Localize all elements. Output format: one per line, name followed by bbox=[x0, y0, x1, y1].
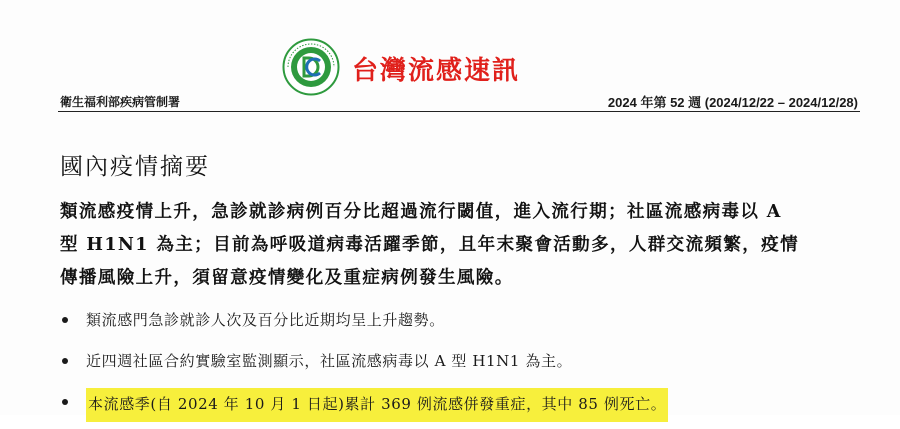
header-divider bbox=[58, 111, 860, 112]
cdc-taiwan-logo-icon bbox=[282, 38, 340, 96]
summary-line: 類流感疫情上升，急診就診病例百分比超過流行閾值，進入流行期；社區流感病毒以 A bbox=[60, 202, 782, 222]
issue-week-label: 2024 年第 52 週 (2024/12/22 – 2024/12/28) bbox=[607, 95, 858, 110]
bullet-dot-icon bbox=[62, 358, 68, 364]
bullet-item bbox=[60, 347, 860, 388]
summary-line: 傳播風險上升，須留意疫情變化及重症病例發生風險。 bbox=[60, 268, 514, 288]
bullet-item bbox=[60, 388, 860, 429]
bullet-dot-icon bbox=[62, 399, 68, 405]
bullet-dot-icon bbox=[62, 317, 68, 323]
bullet-list bbox=[60, 306, 860, 429]
bullet-text-highlighted: 本流感季(自 2024 年 10 月 1 日起)累計 369 例流感併發重症，其中 85 例死亡。 bbox=[86, 388, 668, 422]
bullet-text: 近四週社區合約實驗室監測顯示，社區流感病毒以 A 型 H1N1 為主。 bbox=[86, 352, 573, 370]
summary-paragraph bbox=[60, 196, 840, 295]
summary-line: 型 H1N1 為主；目前為呼吸道病毒活躍季節，且年末聚會活動多，人群交流頻繁，疫情 bbox=[60, 235, 799, 255]
bullet-text: 類流感門急診就診人次及百分比近期均呈上升趨勢。 bbox=[86, 311, 445, 329]
section-heading: 國內疫情摘要 bbox=[60, 154, 210, 180]
agency-name: 衛生福利部疾病管制署 bbox=[60, 95, 181, 109]
bullet-item bbox=[60, 306, 860, 347]
bulletin-title: 台灣流感速訊 bbox=[352, 56, 521, 86]
